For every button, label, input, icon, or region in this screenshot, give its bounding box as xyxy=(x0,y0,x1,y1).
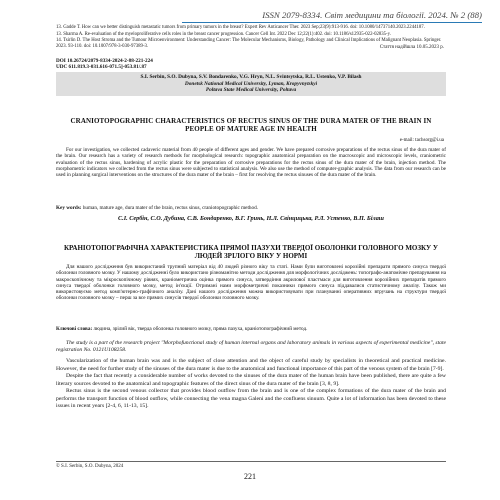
institution-2: Poltava State Medical University, Poltava xyxy=(205,87,297,94)
author-affiliation-box xyxy=(56,72,446,96)
reference-item: 13. Gadde T. How can we better distinguish metastatic tumors from primary tumors in the breast? Expert Rev Anticancer Ther. 2023 Sep;23(9):913-916. doi: 10.1080/14737140.2023.2244187. xyxy=(56,25,425,30)
reference-item: 14. Tsirlin D. The Host Stroma and the Tumour Microenvironment: Understanding Cancer: The Molecular Mechanisms, Biology, Pathology and Clinical Implications of Malignant Neoplasia. Springer. 2023. 93-110. doi: 10.1007/978-3-030-97389-3. xyxy=(56,38,442,50)
abstract-ua: Для нашого дослідження був використаний трупний матеріал від 40 людей різного віку та статі. Нами були виготовлені корозійні препарати прямого синуса твердої оболонки головного мозку. У нашому дослідженні було використано різноманітно методи дослідження для морфологічних досліджень: топографо-анатомічне препарування на макроскопічному та мікроскопічному рівнях, краніометрична оцінка прямого синуса, затвердіння акрилової пластмаси для виготовлення корозійних препаратів прямого синуса твердої оболонки головного мозку, метод ін'єкції. Отримані нами морфометричні показники прямого синуса піддавалися статистичному аналізу. Також ми використовуємо метод комп'ютерно-графічного аналізу. Дані нашого дослідження можна використовувати при плануванні оперативних втручань на структури твердої оболонки головного мозку – перш за все прямих синусів твердої оболонки головного мозку. xyxy=(56,264,446,302)
body-paragraph: Despite the fact that recently a considerable number of works devoted to the sinuses of the dura mater of the human brain have been published, there are quite a few literary sources devoted to the anatomical and topographic features of the direct sinus of the dura mater of the brain [3, 8, 9]. xyxy=(56,373,446,387)
contact-email: e-mail: tachsorg@i.ua xyxy=(399,138,444,143)
body-paragraph: Rectus sinus is the second venous collector that provides blood outflow from the brain and is one of the complex formations of the dura mater of the brain and performs the transport function of blood outflow, while connecting the vena magna Galeni and the confluens sinuum. Quite a lot of information has been devoted to these issues in recent years [2-4, 6, 11-13, 15]. xyxy=(56,388,446,409)
keywords-text: людина, зрілий вік, тверда оболонка головного мозку, пряма пазуха, краніотопографічний метод. xyxy=(92,326,308,332)
keywords-ua xyxy=(56,326,446,332)
author-list-ua: С.І. Сербін, С.О. Дубина, С.В. Бондаренко, В.Г. Гринь, Н.Л. Свінцицька, Р.Л. Устенко, В.П. Білаш xyxy=(118,215,384,222)
institution-1: Donetsk National Medical University, Lyman, Kropyvnytskyi xyxy=(184,80,318,87)
keywords-en xyxy=(56,205,446,211)
journal-header: ISSN 2079-8334. Світ медицини та біології. 2024. № 2 (88) xyxy=(182,10,482,23)
copyright-footer: © S.I. Serbin, S.O. Dubyna, 2024 xyxy=(56,464,124,469)
footer-divider xyxy=(56,461,446,462)
doi-line: DOI 10.26724/2079-8334-2024-2-88-221-224 xyxy=(56,58,153,64)
body-paragraph: Vascularization of the human brain was and is the subject of close attention and the object of careful study by specialists in theoretical and practical medicine. However, the need for further study of the sinuses of the dura mater is due to the anatomical and functional importance of this part of the venous system of the brain [7-9]. xyxy=(56,358,446,372)
abstract-en: For our investigation, we collected cadaveric material from 40 people of different ages and gender. We have prepared corrosive preparations of the rectus sinus of the dura mater of the brain. Our research has a variety of research methods for morphological research: topographic anatomical preparation on the macroscopic and microscopic levels, craniometric evaluation of the rectus sinus, hardening of acrylic plastic for the preparation of corrosive preparations for the rectus sinus of the dura mater of the brain, injection method. The morphometric indicators we collected from the rectus sinus were subjected to statistical analysis. We also use the method of computer-graphic analysis. The data from our research can be used in planning surgical interventions on the structures of the dura mater of the brain – first for resolving the rectus sinuses of the dura mater of the brain. xyxy=(56,147,446,178)
reference-item: 13. Sharma A. Re-evaluation of the myeloproliferative cells roles in the breast cancer progression. Cancer Cell Int. 2022 Dec 12;22(1):402. doi: 10.1186/s12935-022-02835-y. xyxy=(56,31,391,37)
received-date: Стаття надійшла 10.05.2023 р. xyxy=(379,45,444,50)
author-list: S.I. Serbin, S.O. Dubyna, S.V. Bondarenko, V.G. Hryn, N.L. Svintsytska, R.L. Ustenko, V.P. Bilash xyxy=(140,74,362,80)
keywords-text: human, mature age, dura mater of the brain, rectus sinus, craniotopographic method. xyxy=(81,205,258,211)
study-note: The study is a part of the research project "Morphofunctional study of human internal organs and laboratory animals in various aspects of experimental medicine", state registration No. 0121U108258. xyxy=(56,340,446,353)
udc-line: UDC 611.819.3-031.616-071.5]-053.81/.87 xyxy=(56,64,147,71)
article-title-en: CRANIOTOPOGRAPHIC CHARACTERISTICS OF RECTUS SINUS OF THE DURA MATER OF THE BRAIN IN PEOPLE OF MATURE AGE IN HEALTH xyxy=(70,117,432,134)
body-text xyxy=(56,358,446,411)
page-number: 221 xyxy=(244,472,256,481)
doi-block xyxy=(56,58,153,70)
article-title-ua: КРАНІОТОПОГРАФІЧНА ХАРАКТЕРИСТИКА ПРЯМОЇ ПАЗУХИ ТВЕРДОЇ ОБОЛОНКИ ГОЛОВНОГО МОЗКУ У ЛЮДЕЙ ЗРІЛОГО ВІКУ У НОРМІ xyxy=(63,244,439,261)
keywords-label: Key words: xyxy=(56,205,82,211)
keywords-label: Ключові слова: xyxy=(56,326,93,332)
